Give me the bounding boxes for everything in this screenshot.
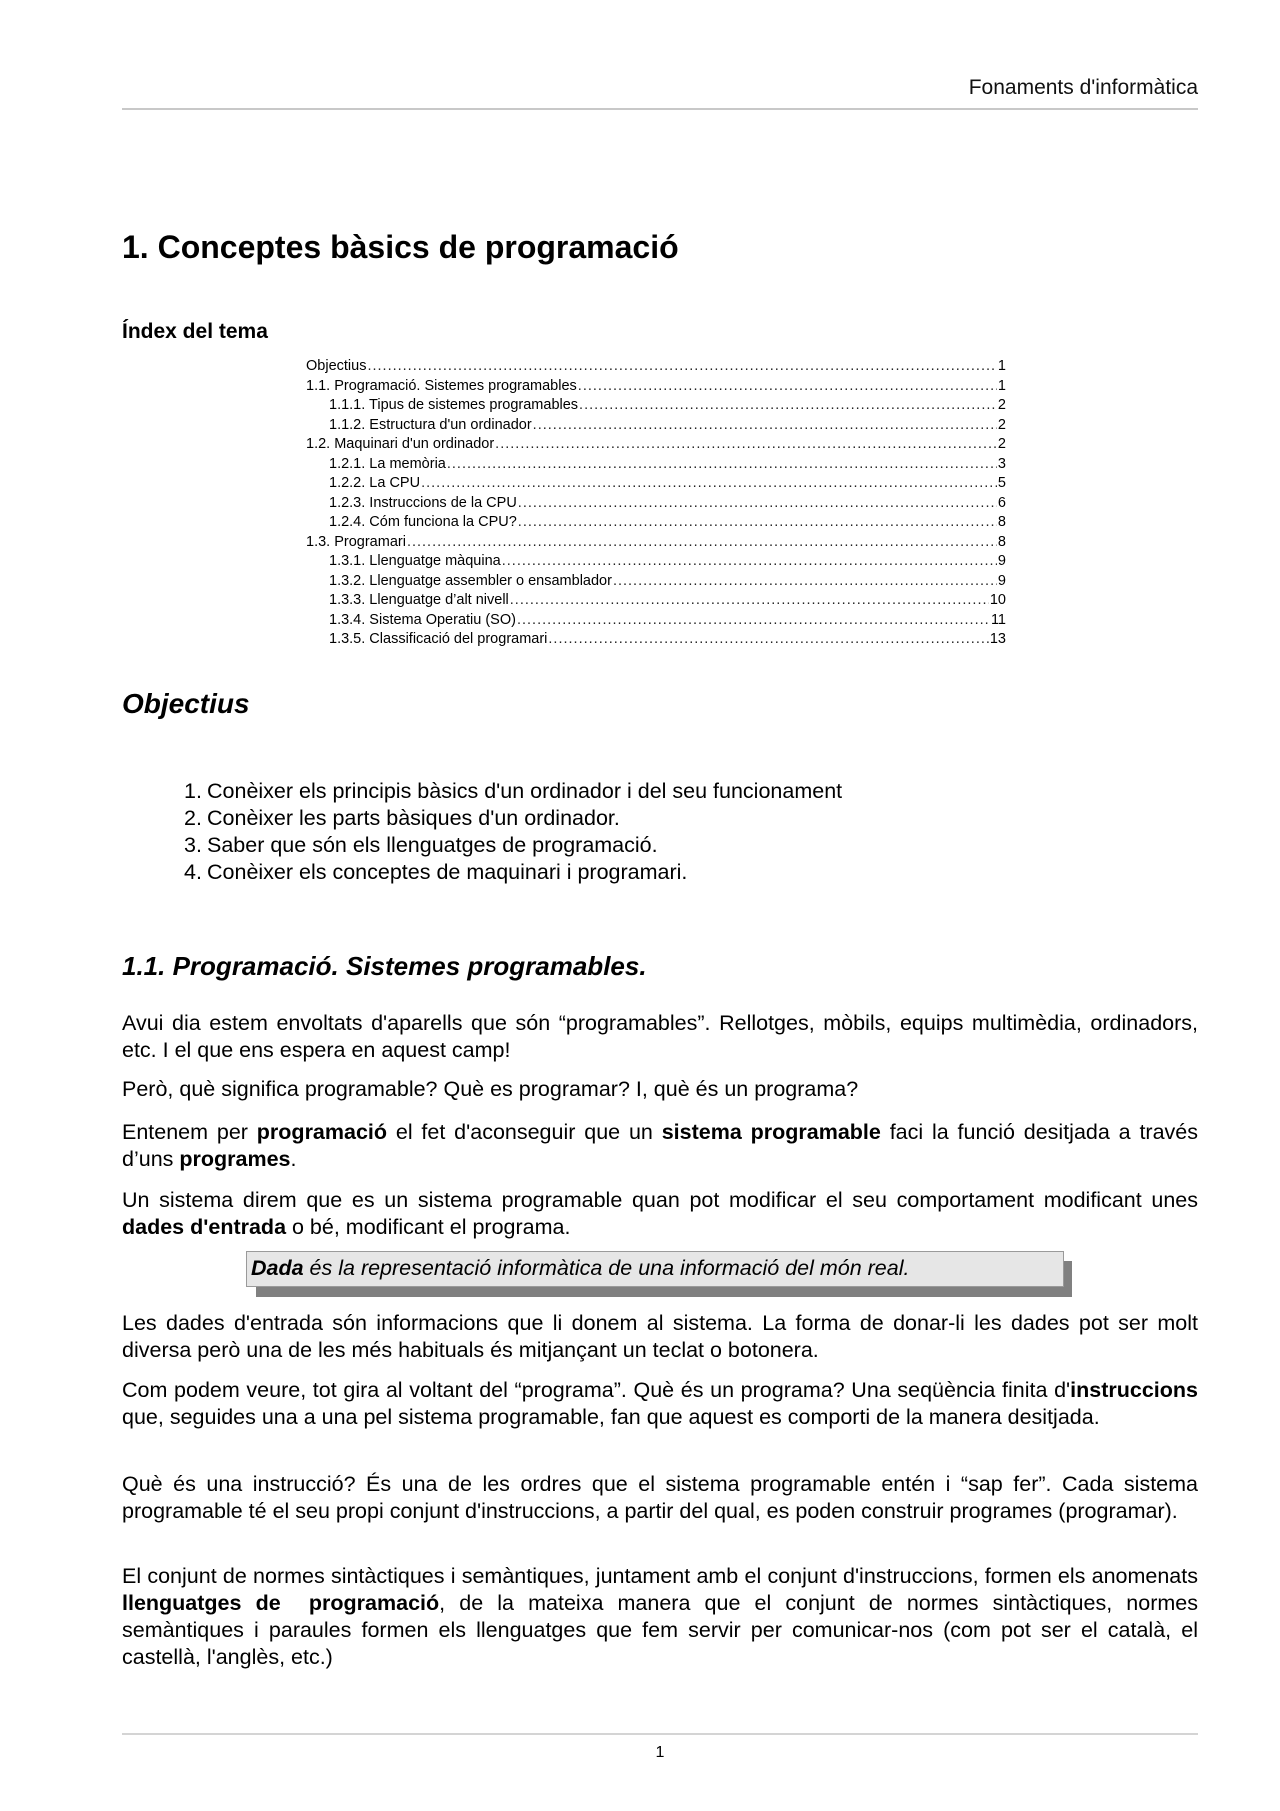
toc-entry-page: 8 (997, 533, 1006, 550)
toc-entry-title: 1.1. Programació. Sistemes programables (306, 377, 577, 394)
definition-callout (246, 1251, 1064, 1287)
toc-entry-title: 1.2.4. Cóm funciona la CPU? (329, 514, 517, 530)
toc-leader-dots (447, 455, 997, 475)
toc-entry-title: 1.3.2. Llenguatge assembler o ensamblador (329, 572, 612, 589)
toc-entry-1-2-1[interactable] (306, 455, 1006, 475)
table-of-contents (306, 357, 1006, 650)
toc-entry-page: 8 (997, 514, 1006, 530)
toc-leader-dots (518, 513, 997, 533)
text-run: Un sistema direm que es un sistema programable quan pot modificar el seu comportament modificant unes (122, 1188, 1198, 1212)
toc-leader-dots (517, 611, 990, 631)
toc-entry-title: 1.2.1. La memòria (329, 455, 446, 472)
paragraph-dades-entrada: Les dades d'entrada són informacions que li donem al sistema. La forma de donar-li les dades pot ser molt diversa però una de les més habituals és mitjançant un teclat o botonera. (122, 1311, 1198, 1362)
toc-entry-1-2-3[interactable] (306, 494, 1006, 514)
toc-entry-title: 1.3.5. Classificació del programari (329, 631, 548, 647)
text-run: que, seguides una a una pel sistema programable, fan que aquest es comporti de la manera desitjada. (122, 1405, 1100, 1429)
toc-entry-1-1-2[interactable] (306, 416, 1006, 436)
toc-entry-title: 1.1.1. Tipus de sistemes programables (329, 397, 579, 413)
bold-term: instruccions (1070, 1378, 1198, 1402)
toc-entry-page: 9 (997, 553, 1006, 569)
objectiu-number: 3. (184, 833, 202, 857)
toc-leader-dots (613, 572, 997, 592)
objectiu-text: Conèixer els conceptes de maquinari i programari. (207, 860, 688, 884)
bold-term: dades d'entrada (122, 1215, 287, 1239)
toc-entry-title: 1.2. Maquinari d'un ordinador (306, 436, 495, 452)
toc-entry-page: 5 (997, 475, 1006, 491)
toc-entry-1-2-2[interactable] (306, 474, 1006, 494)
objectiu-text: Conèixer els principis bàsics d'un ordinador i del seu funcionament (207, 779, 843, 803)
bold-term: llenguatges de programació (122, 1591, 440, 1615)
objectiu-item (184, 778, 842, 805)
toc-entry-page: 2 (997, 416, 1006, 433)
toc-entry-title: 1.3.3. Llenguatge d’alt nivell (329, 592, 509, 608)
toc-entry-title: 1.2.3. Instruccions de la CPU (329, 494, 517, 511)
toc-entry-page: 13 (989, 631, 1006, 647)
toc-entry-page: 6 (997, 494, 1006, 511)
toc-entry-page: 2 (997, 397, 1006, 413)
toc-entry-page: 1 (997, 377, 1006, 394)
toc-entry-1-3-5[interactable] (306, 630, 1006, 650)
objectiu-number: 2. (184, 806, 202, 830)
paragraph-programacio-definition (122, 1119, 1198, 1173)
toc-entry-1-1-1[interactable] (306, 396, 1006, 416)
objectiu-item (184, 859, 842, 886)
toc-leader-dots (533, 416, 997, 436)
toc-entry-title: 1.3.1. Llenguatge màquina (329, 553, 501, 569)
objectiu-item (184, 832, 842, 859)
bold-term: programació (256, 1120, 388, 1144)
toc-entry-title: 1.3.4. Sistema Operatiu (SO) (329, 611, 516, 628)
toc-leader-dots (421, 474, 997, 494)
toc-leader-dots (495, 435, 997, 455)
text-run: . (290, 1147, 297, 1171)
toc-entry-page: 9 (997, 572, 1006, 589)
chapter-title: 1. Conceptes bàsics de programació (122, 229, 679, 265)
toc-leader-dots (518, 494, 997, 514)
paragraph-sistema-programable (122, 1187, 1198, 1241)
toc-entry-1-3-3[interactable] (306, 591, 1006, 611)
toc-entry-1-2-4[interactable] (306, 513, 1006, 533)
toc-leader-dots (578, 377, 997, 397)
toc-leader-dots (502, 552, 997, 572)
paragraph-instruccio: Què és una instrucció? És una de les ordres que el sistema programable entén i “sap fer”. Cada sistema programable té el seu propi conjunt d'instruccions, a partir del qual, es poden construir programes (programar). (122, 1472, 1198, 1523)
toc-entry-1-3[interactable] (306, 533, 1006, 553)
section-heading-1-1: 1.1. Programació. Sistemes programables. (122, 951, 647, 981)
page-footer (122, 1733, 1198, 1765)
index-heading: Índex del tema (122, 320, 268, 343)
text-run: Entenem per (122, 1120, 257, 1144)
bold-term: sistema programable (661, 1120, 881, 1144)
toc-leader-dots (367, 357, 996, 377)
objectiu-number: 1. (184, 779, 202, 803)
text-run: , de la mateixa manera que el conjunt de normes sintàctiques, normes semàntiques i paraules formen els llenguatges que fem servir per comunicar-nos (com pot ser el català, el castellà, l'anglès, etc.) (122, 1591, 1198, 1669)
toc-entry-1-3-1[interactable] (306, 552, 1006, 572)
bold-term: programes (179, 1147, 291, 1171)
text-run: Com podem veure, tot gira al voltant del “programa”. Què és un programa? Una seqüència finita d' (122, 1378, 1071, 1402)
toc-leader-dots (548, 630, 988, 650)
page-header (122, 74, 1198, 110)
toc-entry-objectius[interactable] (306, 357, 1006, 377)
toc-entry-page: 10 (989, 592, 1006, 608)
page-number: 1 (655, 1744, 665, 1761)
toc-entry-title: 1.3. Programari (306, 533, 406, 550)
text-run: o bé, modificant el programa. (286, 1215, 571, 1239)
toc-entry-page: 2 (997, 436, 1006, 452)
paragraph-intro: Avui dia estem envoltats d'aparells que són “programables”. Rellotges, mòbils, equips multimèdia, ordinadors, etc. I el que ens espera en aquest camp! (122, 1011, 1198, 1062)
objectiu-number: 4. (184, 860, 202, 884)
running-title: Fonaments d'informàtica (968, 76, 1198, 99)
toc-entry-title: Objectius (306, 358, 367, 374)
toc-entry-1-3-2[interactable] (306, 572, 1006, 592)
toc-entry-page: 11 (990, 611, 1006, 628)
toc-entry-page: 3 (997, 455, 1006, 472)
objectiu-text: Conèixer les parts bàsiques d'un ordinador. (207, 806, 620, 830)
callout-term: Dada (251, 1256, 304, 1280)
callout-box (246, 1251, 1064, 1287)
objectiu-item (184, 805, 842, 832)
paragraph-llenguatges (122, 1563, 1198, 1671)
toc-entry-1-2[interactable] (306, 435, 1006, 455)
toc-entry-1-1[interactable] (306, 377, 1006, 397)
toc-leader-dots (510, 591, 989, 611)
text-run: faci la funció desitjada a través d’uns (122, 1120, 1198, 1171)
paragraph-programa (122, 1377, 1198, 1431)
objectius-list (184, 778, 842, 886)
callout-text: és la representació informàtica de una informació del món real. (303, 1256, 910, 1280)
toc-entry-page: 1 (997, 358, 1006, 374)
toc-entry-1-3-4[interactable] (306, 611, 1006, 631)
toc-entry-title: 1.2.2. La CPU (329, 475, 421, 491)
toc-leader-dots (407, 533, 997, 553)
text-run: el fet d'aconseguir que un (387, 1120, 662, 1144)
paragraph-questions: Però, què significa programable? Què es programar? I, què és un programa? (122, 1077, 859, 1101)
toc-entry-title: 1.1.2. Estructura d'un ordinador (329, 416, 532, 433)
objectiu-text: Saber que són els llenguatges de programació. (207, 833, 658, 857)
text-run: El conjunt de normes sintàctiques i semàntiques, juntament amb el conjunt d'instruccions, formen els anomenats (122, 1564, 1198, 1588)
toc-leader-dots (579, 396, 997, 416)
objectius-heading: Objectius (122, 688, 250, 719)
